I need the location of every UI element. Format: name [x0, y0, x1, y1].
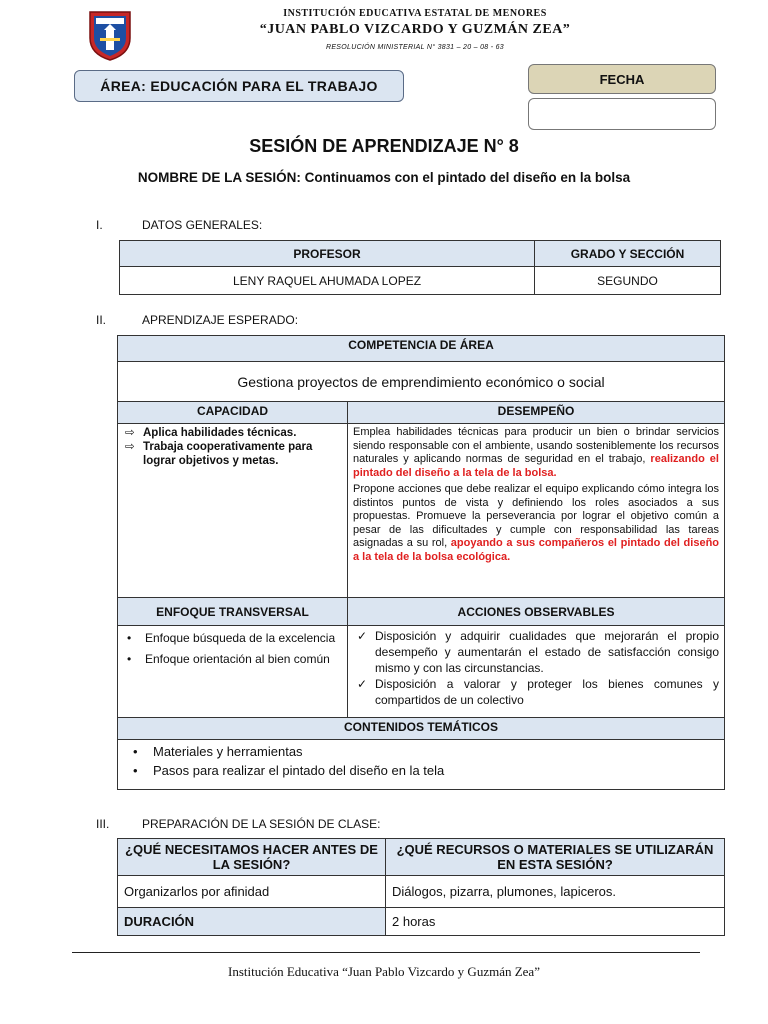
- school-crest-logo: [86, 8, 134, 62]
- contenidos-header: CONTENIDOS TEMÁTICOS: [118, 718, 725, 740]
- header-grado: GRADO Y SECCIÓN: [535, 241, 721, 267]
- header-profesor: PROFESOR: [120, 241, 535, 267]
- arrow-icon: ⇨: [125, 441, 135, 453]
- header-resources: ¿QUÉ RECURSOS O MATERIALES SE UTILIZARÁN EN ESTA SESIÓN?: [386, 839, 725, 876]
- duracion-label: DURACIÓN: [118, 908, 386, 936]
- competencia-header: COMPETENCIA DE ÁREA: [118, 336, 725, 362]
- acciones-header: ACCIONES OBSERVABLES: [348, 598, 725, 626]
- section-3-title: PREPARACIÓN DE LA SESIÓN DE CLASE:: [142, 817, 381, 831]
- competencia-text: Gestiona proyectos de emprendimiento económico o social: [118, 362, 725, 402]
- section-2-number: II.: [96, 313, 107, 327]
- expected-learning-table: [117, 335, 725, 790]
- section-2-title: APRENDIZAJE ESPERADO:: [142, 313, 299, 327]
- desempeno-paragraph-2: Propone acciones que debe realizar el equipo explicando cómo integra los distintos puntos de vista y definiendo los roles asociados a sus propuestas. Promueve la perseverancia por lograr el objetivo común a pesar de las dificultades y cumple con responsabilidad las tareas asignadas a su rol, apoyando a sus compañeros el pintado del diseño a la tela de la bolsa ecológica.: [353, 483, 720, 563]
- resources-value: Diálogos, pizarra, plumones, lapiceros.: [386, 876, 725, 908]
- desempeno-header: DESEMPEÑO: [348, 402, 725, 424]
- profesor-value: LENY RAQUEL AHUMADA LOPEZ: [120, 267, 535, 295]
- session-preparation-table: [117, 838, 725, 936]
- fecha-field[interactable]: [528, 98, 716, 130]
- footer-divider: [72, 952, 700, 953]
- session-name: [0, 170, 768, 185]
- resolution-text: RESOLUCIÓN MINISTERIAL N° 3831 – 20 – 08 - 63: [325, 44, 505, 51]
- acciones-list: [353, 628, 719, 708]
- enfoques-list: [123, 628, 342, 670]
- section-1-number: I.: [96, 218, 103, 232]
- session-label: NOMBRE DE LA SESIÓN:: [137, 170, 301, 185]
- enfoques-cell: [118, 626, 348, 718]
- school-name: “JUAN PABLO VIZCARDO Y GUZMÁN ZEA”: [259, 22, 571, 37]
- capacidad-header: CAPACIDAD: [118, 402, 348, 424]
- list-item: • Materiales y herramientas: [133, 744, 303, 759]
- check-icon: ✓: [357, 677, 368, 691]
- page-title: SESIÓN DE APRENDIZAJE N° 8: [249, 136, 519, 156]
- capacidades-list: [123, 426, 342, 468]
- list-item: • Pasos para realizar el pintado del diseño en la tela: [133, 763, 445, 778]
- check-icon: ✓: [357, 629, 368, 643]
- section-1-title: DATOS GENERALES:: [142, 218, 263, 232]
- area-label: ÁREA: EDUCACIÓN PARA EL TRABAJO: [74, 70, 404, 102]
- grado-value: SEGUNDO: [535, 267, 721, 295]
- desempeno-cell: [348, 424, 725, 598]
- list-item: ✓ Disposición y adquirir cualidades que mejorarán el propio desempeño y aumentarán el estado de satisfacción consigo mismo y con las circunstancias.: [357, 629, 719, 675]
- desempeno-paragraph-1: Emplea habilidades técnicas para producir un bien o brindar servicios siendo responsable con el ambiente, usando sosteniblemente los recursos naturales y aplicando normas de seguridad en el trabajo, realizando el pintado del diseño a la tela de la bolsa.: [353, 426, 719, 479]
- institution-header: INSTITUCIÓN EDUCATIVA ESTATAL DE MENORES: [283, 8, 547, 19]
- arrow-icon: ⇨: [125, 427, 135, 439]
- list-item: • Enfoque búsqueda de la excelencia: [127, 631, 336, 645]
- capacidades-cell: [118, 424, 348, 598]
- duracion-value: 2 horas: [386, 908, 725, 936]
- section-3-number: III.: [96, 817, 110, 831]
- list-item: ⇨ Trabaja cooperativamente para lograr objetivos y metas.: [125, 441, 313, 467]
- fecha-label: FECHA: [528, 64, 716, 94]
- list-item: • Enfoque orientación al bien común: [127, 652, 330, 666]
- header-before-session: ¿QUÉ NECESITAMOS HACER ANTES DE LA SESIÓN?: [118, 839, 386, 876]
- before-session-value: Organizarlos por afinidad: [118, 876, 386, 908]
- contenidos-list: [123, 742, 719, 780]
- contenidos-cell: [118, 740, 725, 790]
- enfoque-header: ENFOQUE TRANSVERSAL: [118, 598, 348, 626]
- acciones-cell: [348, 626, 725, 718]
- list-item: ✓ Disposición a valorar y proteger los bienes comunes y compartidos de un colectivo: [357, 677, 719, 707]
- general-data-table: [119, 240, 721, 295]
- footer-text: Institución Educativa “Juan Pablo Vizcardo y Guzmán Zea”: [228, 964, 540, 979]
- list-item: ⇨ Aplica habilidades técnicas.: [125, 427, 297, 439]
- session-title: Continuamos con el pintado del diseño en la bolsa: [304, 170, 631, 185]
